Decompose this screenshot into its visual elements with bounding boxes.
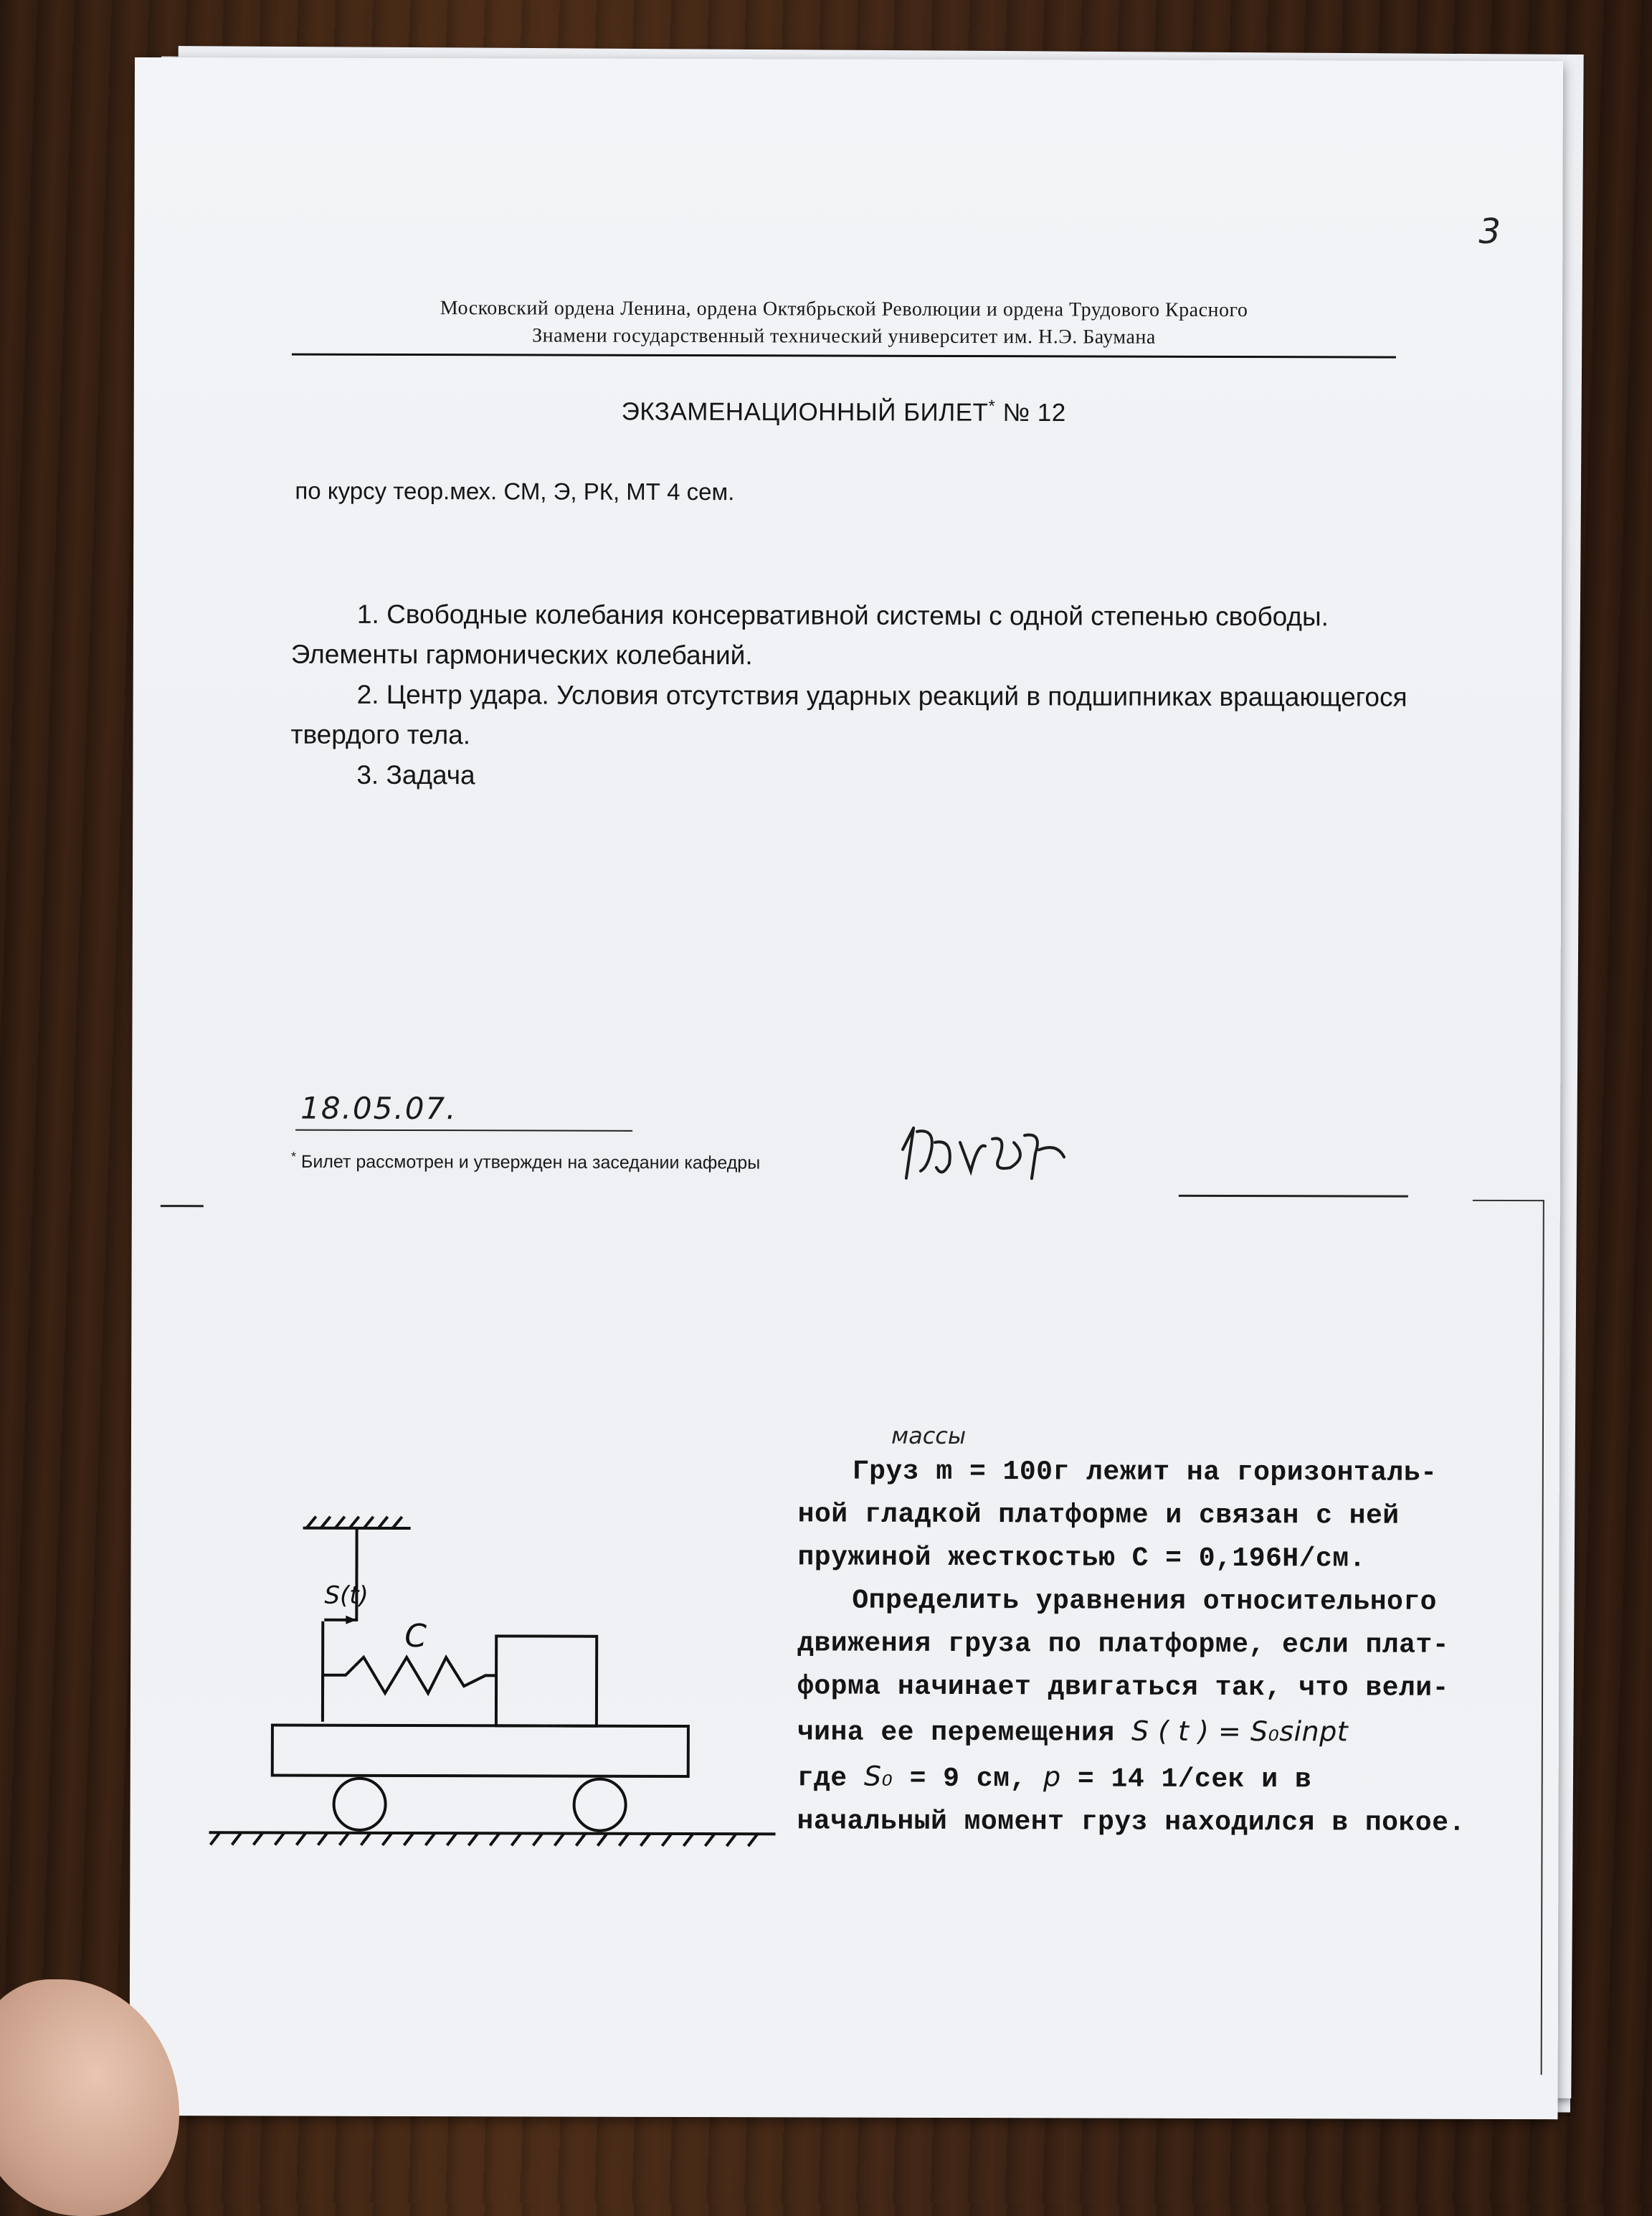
problem-text bbox=[797, 1450, 1557, 1845]
question-3: 3. Задача bbox=[290, 755, 1416, 798]
problem-line-3: пружиной жесткостью C = 0,196Н/см. bbox=[797, 1536, 1557, 1581]
displacement-formula: S ( t ) = S₀sinpt bbox=[1131, 1715, 1348, 1748]
approval-date: 18.05.07. bbox=[300, 1091, 457, 1127]
p-symbol: p bbox=[1043, 1761, 1061, 1792]
question-2: 2. Центр удара. Условия отсутствия ударных реакций в подшипниках вращающегося твердого тела. bbox=[290, 675, 1416, 758]
cart-wheel-right bbox=[574, 1779, 626, 1831]
approval-footnote bbox=[291, 1150, 760, 1174]
approval-date-rule bbox=[295, 1130, 632, 1132]
s0-symbol: S₀ bbox=[864, 1761, 893, 1792]
arrow-head bbox=[346, 1616, 356, 1624]
ground-line bbox=[209, 1832, 776, 1834]
problem-line-8 bbox=[797, 1754, 1557, 1802]
label-c: C bbox=[404, 1618, 427, 1654]
footnote-text: Билет рассмотрен и утвержден на заседании кафедры bbox=[301, 1152, 760, 1173]
course-line: по курсу теор.мех. СМ, Э, РК, МТ 4 сем. bbox=[295, 478, 734, 506]
load-block bbox=[496, 1636, 597, 1725]
problem-line-6: форма начинает двигаться так, что вели- bbox=[797, 1665, 1557, 1710]
university-header-line2: Знамени государственный технический университет им. Н.Э. Баумана bbox=[292, 322, 1396, 352]
university-header-line1: Московский ордена Ленина, ордена Октябрьской Революции и ордена Трудового Красного bbox=[292, 295, 1396, 325]
problem-line-4: Определить уравнения относительного bbox=[797, 1579, 1557, 1624]
page-number: 3 bbox=[1478, 212, 1501, 252]
question-1: 1. Свободные колебания консервативной системы с одной степенью свободы. Элементы гармонических колебаний. bbox=[291, 595, 1417, 678]
ticket-title-asterisk: * bbox=[988, 397, 995, 416]
separator-left bbox=[161, 1205, 204, 1207]
footnote-asterisk: * bbox=[291, 1150, 296, 1164]
problem-line-8-text: где bbox=[797, 1763, 864, 1794]
university-header bbox=[292, 295, 1396, 352]
problem-line-7-text: чина ее перемещения bbox=[797, 1717, 1131, 1748]
problem-line-8-end: = 14 1/сек и в bbox=[1061, 1763, 1312, 1795]
question-list bbox=[290, 595, 1417, 798]
ceiling-hatch bbox=[307, 1517, 402, 1528]
problem-line-9: начальный момент груз находился в покое. bbox=[797, 1800, 1557, 1845]
ticket-number: № 12 bbox=[1002, 399, 1065, 427]
handwritten-signature bbox=[892, 1099, 1107, 1201]
cart-wheel-left bbox=[334, 1779, 386, 1830]
problem-line-1: Груз m = 100г лежит на горизонталь- bbox=[798, 1450, 1558, 1495]
problem-frame-corner bbox=[1473, 1200, 1544, 1201]
ticket-title-text: ЭКЗАМЕНАЦИОННЫЙ БИЛЕТ bbox=[622, 397, 989, 426]
cart-spring-diagram bbox=[201, 1441, 777, 1873]
problem-line-5: движения груза по платформе, если плат- bbox=[797, 1622, 1557, 1667]
exam-sheet bbox=[129, 57, 1563, 2119]
ticket-title bbox=[277, 395, 1410, 429]
header-rule bbox=[292, 354, 1396, 359]
problem-frame-top bbox=[1179, 1195, 1408, 1198]
problem-line-2: ной гладкой платформе и связан с ней bbox=[798, 1493, 1558, 1538]
label-s-t: S(t) bbox=[324, 1581, 369, 1610]
handwritten-annotation-mass: массы bbox=[891, 1422, 966, 1449]
cart-platform bbox=[272, 1725, 688, 1777]
problem-line-7 bbox=[797, 1708, 1557, 1756]
spring bbox=[323, 1657, 496, 1694]
problem-line-8-mid: = 9 см, bbox=[893, 1763, 1043, 1795]
